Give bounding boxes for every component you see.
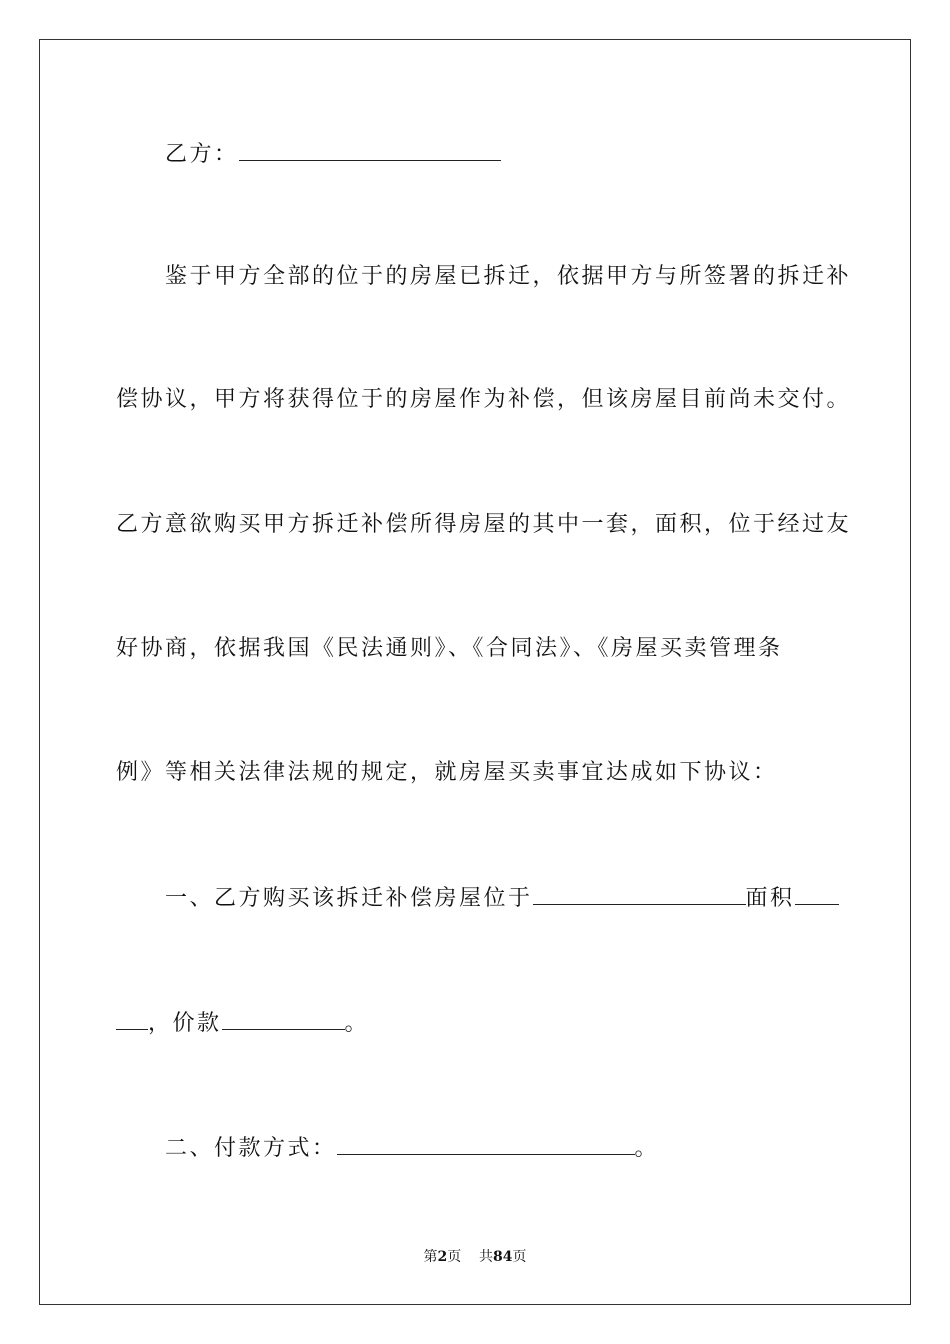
clause-1-end: 。 [344, 1011, 370, 1036]
paragraph-line-3: 乙方意欲购买甲方拆迁补偿所得房屋的其中一套，面积，位于经过友 [116, 512, 852, 537]
clause-1-line-2 [116, 1007, 369, 1039]
clause-2-prefix: 二、付款方式： [165, 1136, 337, 1161]
clause-1-prefix: 一、乙方购买该拆迁补偿房屋位于 [165, 886, 533, 911]
clause-2-end: 。 [634, 1136, 660, 1161]
footer-page-prefix: 第 [423, 1249, 438, 1265]
area-blank-part1[interactable] [795, 882, 839, 905]
paragraph-line-2: 偿协议，甲方将获得位于的房屋作为补偿，但该房屋目前尚未交付。 [116, 387, 852, 412]
paragraph-line-5: 例》等相关法律法规的规定，就房屋买卖事宜达成如下协议： [116, 760, 778, 785]
footer-total-prefix: 共 [479, 1249, 494, 1265]
clause-1-price-label: ，价款 [148, 1011, 222, 1036]
paragraph-line-4: 好协商，依据我国《民法通则》、《合同法》、《房屋买卖管理条 [116, 636, 783, 661]
party-b-line [165, 138, 501, 170]
party-b-blank[interactable] [239, 138, 501, 161]
party-b-label: 乙方： [165, 142, 239, 167]
payment-method-blank[interactable] [337, 1132, 635, 1155]
page-footer [0, 1247, 950, 1267]
footer-page-suffix: 页 [447, 1249, 462, 1265]
footer-total-suffix: 页 [512, 1249, 527, 1265]
area-blank-part2[interactable] [116, 1007, 148, 1030]
page-border [39, 39, 911, 1305]
footer-total-pages: 84 [493, 1249, 513, 1265]
paragraph-line-1: 鉴于甲方全部的位于的房屋已拆迁，依据甲方与所签署的拆迁补 [165, 264, 852, 289]
clause-1-area-label: 面积 [745, 886, 795, 911]
footer-page-number: 2 [437, 1249, 448, 1265]
clause-2-line [165, 1132, 659, 1164]
clause-1-line-1 [165, 882, 839, 914]
location-blank[interactable] [533, 882, 746, 905]
price-blank[interactable] [222, 1007, 345, 1030]
